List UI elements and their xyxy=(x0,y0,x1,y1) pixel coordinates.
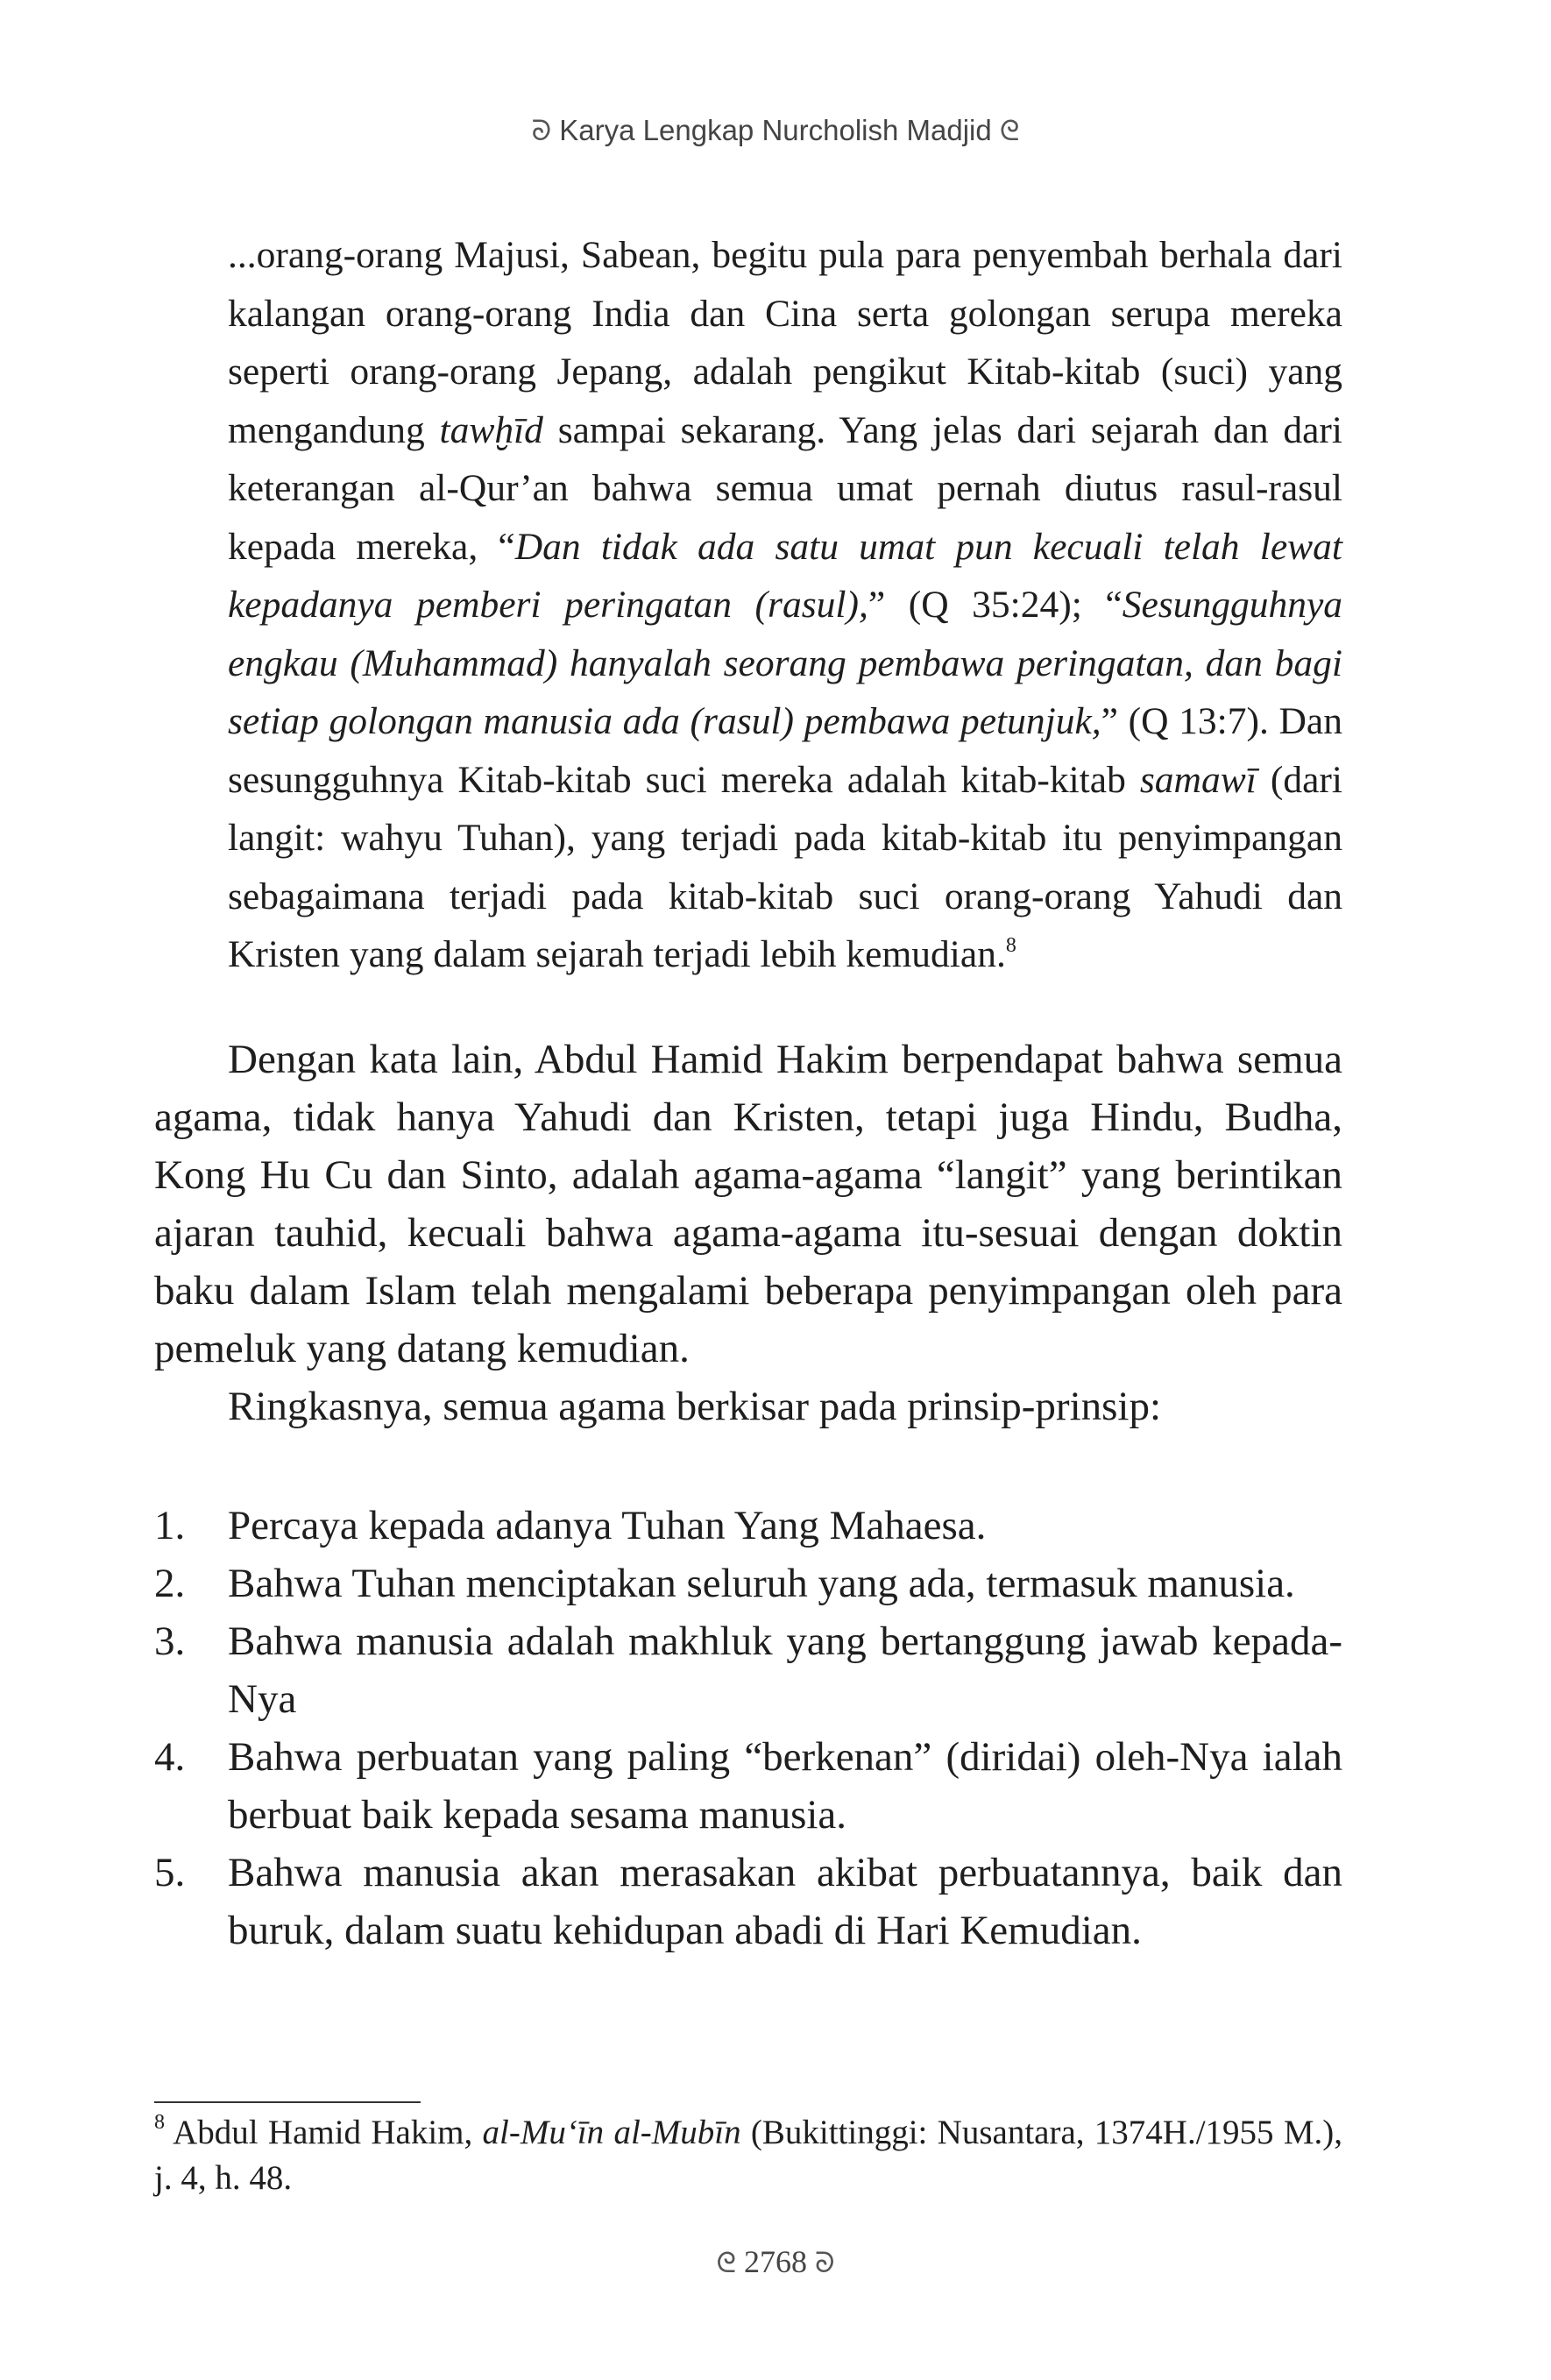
list-text: Bahwa perbuatan yang paling “berkenan” (diridai) oleh-Nya ialah berbuat baik kepada sesama manusia. xyxy=(228,1734,1342,1838)
quote-text: ...orang-orang Majusi, Sabean, begitu pula para penyembah berhala dari kalangan orang-orang India dan Cina serta golongan serupa mereka seperti orang-orang Jepang, adalah pengikut Kitab-kitab (suci) yang mengandung xyxy=(228,234,1342,451)
ornament-right-icon: ᘓ xyxy=(999,114,1020,147)
ornament-right-icon: ᘐ xyxy=(815,2246,835,2279)
list-number: 3. xyxy=(154,1619,186,1664)
page-number: 2768 xyxy=(744,2244,807,2279)
quote-italic-term: samawī xyxy=(1139,758,1257,801)
list-item xyxy=(154,1844,1342,1959)
page-footer xyxy=(0,2243,1551,2280)
body-paragraph: Ringkasnya, semua agama berkisar pada prinsip-prinsip: xyxy=(228,1384,1162,1429)
principles-list xyxy=(154,1497,1342,1959)
list-number: 4. xyxy=(154,1734,186,1780)
footnote-publication: (Bukittinggi: Nusantara, 1374H./1955 M.), j. 4, h. 48. xyxy=(154,2114,1342,2197)
quote-italic-term: tawḫīd xyxy=(439,408,543,451)
quote-paragraph xyxy=(228,226,1342,984)
list-item xyxy=(154,1555,1342,1612)
ornament-left-icon: ᘓ xyxy=(716,2246,736,2279)
quote-text: (dari langit: wahyu Tuhan), yang terjadi pada kitab-kitab itu penyimpangan sebagaimana terjadi pada kitab-kitab suci orang-orang Yahudi dan Kristen yang dalam sejarah terjadi lebih kemudian. xyxy=(228,758,1342,975)
ornament-left-icon: ᘐ xyxy=(531,114,552,147)
block-quote xyxy=(228,226,1342,984)
list-number: 1. xyxy=(154,1503,186,1548)
quran-citation-35-24: Dan tidak ada satu umat pun kecuali telah lewat kepadanya pemberi peringatan (rasul), xyxy=(228,525,1342,626)
running-header xyxy=(0,114,1551,148)
quran-citation-13-7: Sesungguhnya engkau (Muhammad) hanyalah seorang pembawa peringatan, dan bagi setiap golongan manusia ada (rasul) pembawa petunjuk, xyxy=(228,584,1342,742)
footnote-divider xyxy=(154,2101,421,2103)
list-text: Percaya kepada adanya Tuhan Yang Mahaesa. xyxy=(228,1503,987,1548)
list-item xyxy=(154,1728,1342,1844)
body-paragraph: Dengan kata lain, Abdul Hamid Hakim berpendapat bahwa semua agama, tidak hanya Yahudi dan Kristen, tetapi juga Hindu, Budha, Kong Hu Cu dan Sinto, adalah agama-agama “langit” yang berintikan ajaran tauhid, kecuali bahwa agama-agama itu-sesuai dengan doktin baku dalam Islam telah mengalami beberapa penyimpangan oleh para pemeluk yang datang kemudian. xyxy=(154,1037,1342,1371)
list-text: Bahwa Tuhan menciptakan seluruh yang ada, termasuk manusia. xyxy=(228,1561,1295,1606)
quote-text: ” (Q 13:7). Dan sesungguhnya Kitab-kitab suci mereka adalah kitab-kitab xyxy=(228,700,1342,801)
book-title: Karya Lengkap Nurcholish Madjid xyxy=(559,114,992,146)
footnote-author: Abdul Hamid Hakim, xyxy=(165,2114,483,2151)
list-number: 2. xyxy=(154,1561,186,1606)
list-item xyxy=(154,1497,1342,1555)
list-text: Bahwa manusia adalah makhluk yang bertanggung jawab kepada-Nya xyxy=(228,1619,1342,1722)
body-text xyxy=(154,1031,1342,1435)
list-number: 5. xyxy=(154,1850,186,1895)
footnote-reference[interactable]: 8 xyxy=(1005,934,1016,957)
list-text: Bahwa manusia akan merasakan akibat perbuatannya, baik dan buruk, dalam suatu kehidupan abadi di Hari Kemudian. xyxy=(228,1850,1342,1953)
footnote xyxy=(154,2110,1342,2201)
quote-text: sampai sekarang. Yang jelas dari sejarah dan dari keterangan al-Qur’an bahwa semua umat pernah diutus rasul-rasul kepada mereka, “ xyxy=(228,408,1342,568)
footnote-number: 8 xyxy=(154,2111,165,2134)
list-item xyxy=(154,1612,1342,1728)
footnote-book-title: al-Mu‘īn al-Mubīn xyxy=(482,2114,741,2151)
quote-text: ” (Q 35:24); “ xyxy=(868,584,1123,626)
